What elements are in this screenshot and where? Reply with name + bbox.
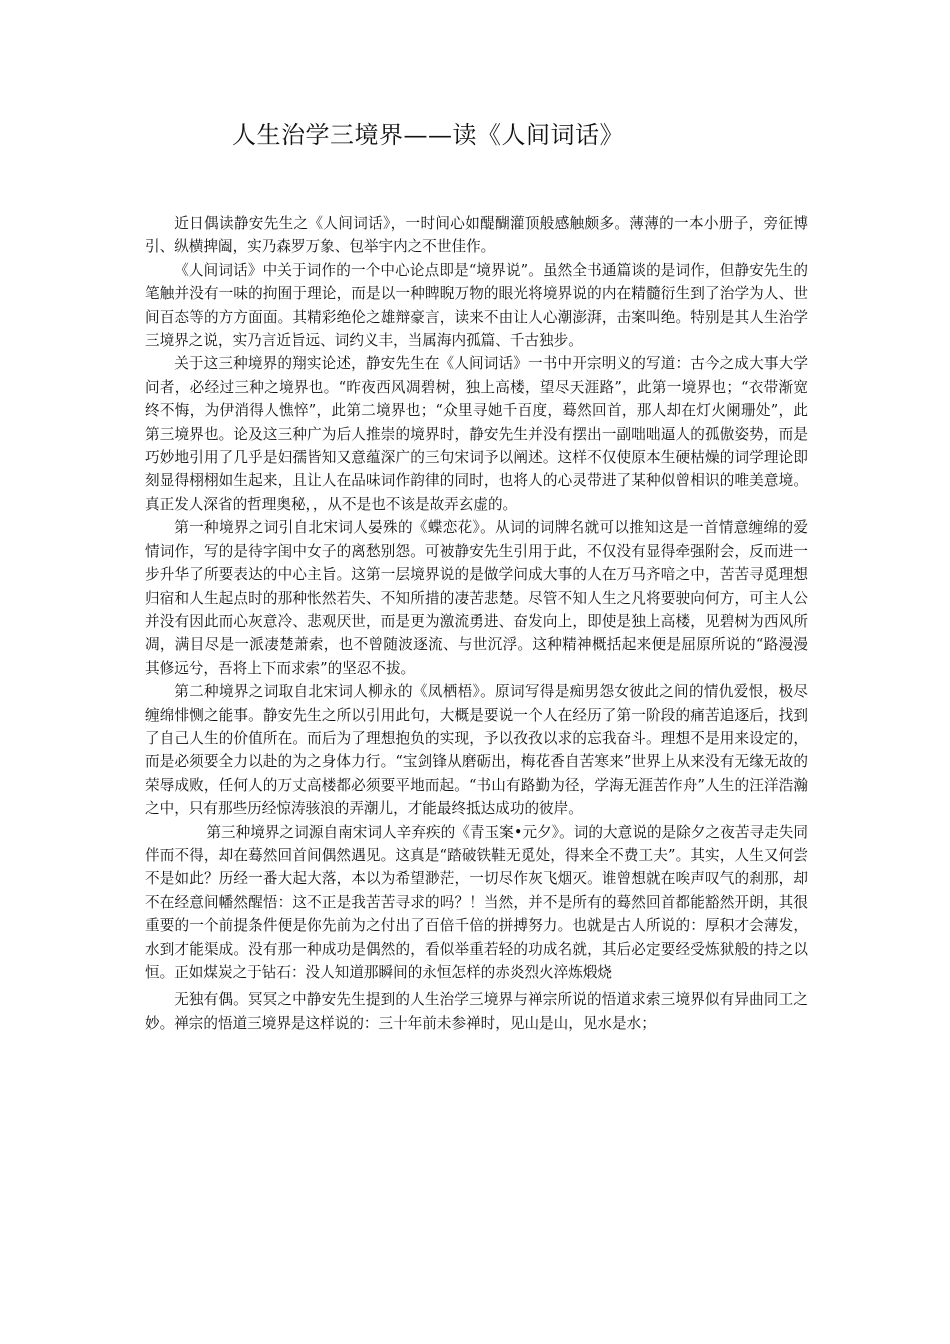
paragraph-second-realm: 第二种境界之词取自北宋词人柳永的《凤栖梧》。原词写得是痴男怨女彼此之间的情仇爱恨，极尽缠绵悱恻之能事。静安先生之所以引用此句，大概是要说一个人在经历了第一阶段的痛苦追逐后，找到了自己人生的价值所在。而后为了理想抱负的实现，予以孜孜以求的忘我奋斗。理想不是用来设定的，而是必须要全力以赴的为之身体力行。“宝剑锋从磨砺出，梅花香自苦寒来”世界上从来没有无缘无故的荣辱成败，任何人的万丈高楼都必须要平地而起。“书山有路勤为径，学海无涯苦作舟”人生的汪洋浩瀚之中，只有那些历经惊涛骇浪的弄潮儿，才能最终抵达成功的彼岸。 [145, 683, 808, 818]
document-title: 人生治学三境界——读《人间词话》 [232, 121, 624, 149]
paragraph-three-realms: 关于这三种境界的翔实论述，静安先生在《人间词话》一书中开宗明义的写道：古今之成大事大学问者，必经过三种之境界也。“昨夜西风凋碧树，独上高楼，望尽天涯路”，此第一境界也；“衣带渐宽终不悔，为伊消得人憔悴”，此第二境界也；“众里寻她千百度，蓦然回首，那人却在灯火阑珊处”，此第三境界也。论及这三种广为后人推崇的境界时，静安先生并没有摆出一副咄咄逼人的孤傲姿势，而是巧妙地引用了几乎是妇孺皆知又意蕴深广的三句宋词予以阐述。这样不仅使原本生硬枯燥的词学理论即刻显得栩栩如生起来，且让人在品味词作韵律的同时，也将人的心灵带进了某种似曾相识的唯美意境。真正发人深省的哲理奥秘，，从不是也不该是故弄玄虚的。 [145, 355, 808, 513]
paragraph-first-realm: 第一种境界之词引自北宋词人晏殊的《蝶恋花》。从词的词牌名就可以推知这是一首情意缠绵的爱情词作，写的是待字闺中女子的离愁别怨。可被静安先生引用于此，不仅没有显得牵强附会，反而进一步升华了所要表达的中心主旨。这第一层境界说的是做学问成大事的人在万马齐喑之中，苦苦寻觅理想归宿和人生起点时的那种怅然若失、不知所措的凄苦悲楚。尽管不知人生之凡将要驶向何方，可主人公并没有因此而心灰意冷、悲观厌世，而是更为激流勇进、奋发向上，即使是独上高楼，见碧树为西风所凋，满目尽是一派凄楚萧索，也不曾随波逐流、与世沉浮。这种精神概括起来便是屈原所说的“路漫漫其修远兮，吾将上下而求索”的坚忍不拔。 [145, 519, 808, 677]
paragraph-third-realm: 第三种境界之词源自南宋词人辛弃疾的《青玉案•元夕》。词的大意说的是除夕之夜苦寻走失同伴而不得，却在蓦然回首间偶然遇见。这真是“踏破铁鞋无觅处，得来全不费工夫”。其实，人生又何尝不是如此？历经一番大起大落，本以为希望渺茫，一切尽作灰飞烟灭。谁曾想就在唉声叹气的刹那，却不在经意间幡然醒悟：这不正是我苦苦寻求的吗？！当然，并不是所有的蓦然回首都能豁然开朗，其很重要的一个前提条件便是你先前为之付出了百倍千倍的拼搏努力。也就是古人所说的：厚积才会薄发，水到才能渠成。没有那一种成功是偶然的，看似举重若轻的功成名就，其后必定要经受炼狱般的持之以恒。正如煤炭之于钻石：没人知道那瞬间的永恒怎样的赤炎烈火淬炼煅烧 [145, 823, 808, 981]
document-body [145, 212, 808, 1035]
paragraph-intro: 近日偶读静安先生之《人间词话》，一时间心如醍醐灌顶般感触颇多。薄薄的一本小册子，旁征博引、纵横捭阖，实乃森罗万象、包举宇内之不世佳作。 [145, 215, 808, 256]
paragraph-zen-comparison: 无独有偶。冥冥之中静安先生提到的人生治学三境界与禅宗所说的悟道求索三境界似有异曲同工之妙。禅宗的悟道三境界是这样说的：三十年前未参禅时，见山是山，见水是水； [145, 991, 808, 1032]
paragraph-jingjie-theory: 《人间词话》中关于词作的一个中心论点即是“境界说”。虽然全书通篇谈的是词作，但静安先生的笔触并没有一味的拘囿于理论，而是以一种睥睨万物的眼光将境界说的内在精髓衍生到了治学为人、世间百态等的方方面面。其精彩绝伦之雄辩豪言，读来不由让人心潮澎湃，击案叫绝。特别是其人生治学三境界之说，实乃言近旨远、词约义丰，当属海内孤篇、千古独步。 [145, 261, 808, 350]
